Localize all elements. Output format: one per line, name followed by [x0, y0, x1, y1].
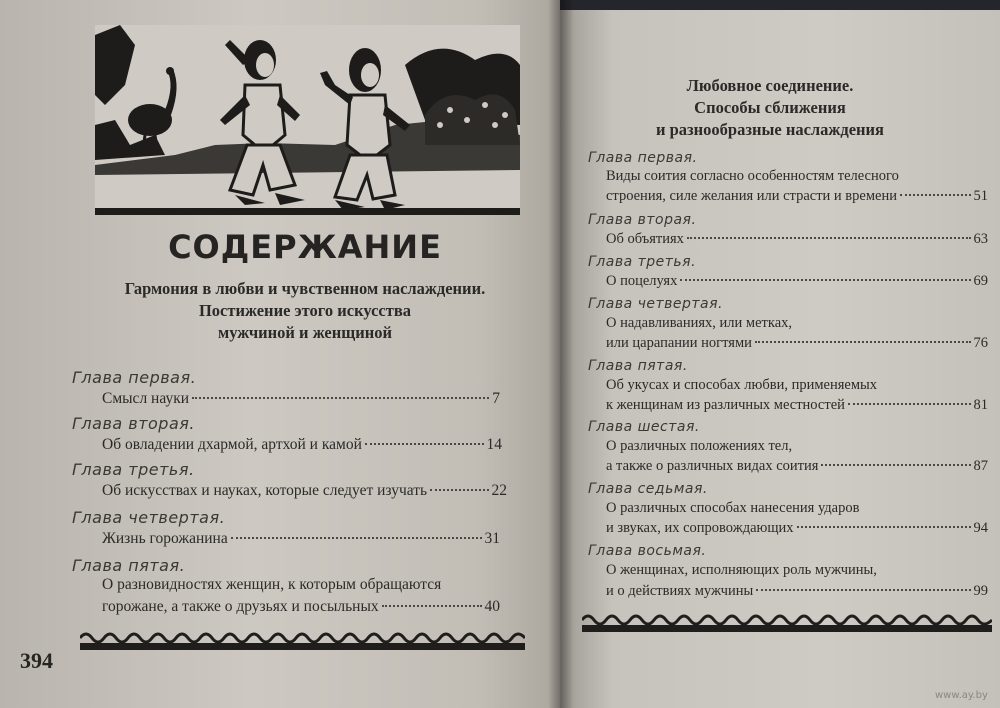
- chapter-label: Глава пятая.: [588, 358, 688, 374]
- page-ref: 40: [484, 598, 500, 615]
- page-ref: 22: [491, 482, 507, 499]
- chapter-label: Глава первая.: [72, 368, 197, 387]
- dot-leader: [687, 237, 971, 239]
- part-title-line: мужчиной и женщиной: [218, 323, 392, 342]
- part-title-line: Любовное соединение.: [686, 76, 854, 95]
- left-part-title: [70, 278, 540, 344]
- part-title-line: и разнообразные наслаждения: [655, 120, 884, 139]
- dot-leader: [680, 279, 970, 281]
- chapter-label: Глава первая.: [588, 150, 698, 166]
- toc-entry: [102, 436, 502, 454]
- page-number: 394: [20, 648, 53, 673]
- toc-entry: [606, 520, 988, 537]
- toc-entry: [606, 458, 988, 475]
- right-part-title: [560, 75, 980, 141]
- dot-leader: [900, 194, 971, 196]
- dot-leader: [430, 489, 488, 491]
- chapter-label: Глава вторая.: [588, 212, 697, 228]
- page-ref: 14: [486, 436, 502, 453]
- toc-entry: [606, 231, 988, 248]
- dot-leader: [382, 605, 482, 607]
- page-ref: 94: [973, 520, 988, 536]
- chapter-title: Смысл науки: [102, 390, 190, 407]
- part-title-line: Постижение этого искусства: [198, 301, 412, 320]
- dot-leader: [848, 403, 971, 405]
- page-ref: 7: [492, 390, 500, 407]
- chapter-title-line: О различных положениях тел,: [606, 438, 793, 454]
- dot-leader: [365, 443, 484, 445]
- chapter-title: О поцелуях: [606, 273, 678, 289]
- chapter-label: Глава вторая.: [72, 414, 195, 433]
- chapter-title-line: строения, силе желания или страсти и времени: [606, 188, 897, 204]
- page-ref: 76: [973, 335, 988, 351]
- chapter-title: Жизнь горожанина: [102, 530, 228, 547]
- chapter-title-line: а также о различных видах соития: [606, 458, 819, 474]
- contents-title: СОДЕРЖАНИЕ: [168, 228, 442, 266]
- chapter-title-line: О женщинах, исполняющих роль мужчины,: [606, 562, 877, 578]
- part-title-line: Способы сближения: [694, 98, 846, 117]
- dot-leader: [756, 589, 970, 591]
- dot-leader: [192, 397, 489, 399]
- chapter-label: Глава пятая.: [72, 556, 186, 575]
- chapter-title-line: О надавливаниях, или метках,: [606, 315, 793, 331]
- page-ref: 81: [973, 397, 988, 413]
- chapter-title: Об искусствах и науках, которые следует изучать: [102, 482, 428, 499]
- chapter-title-line: Об укусах и способах любви, применяемых: [606, 377, 878, 393]
- toc-entry: [606, 273, 988, 290]
- page-ref: 31: [484, 530, 500, 547]
- chapter-label: Глава третья.: [588, 254, 697, 270]
- chapter-label: Глава третья.: [72, 460, 195, 479]
- dot-leader: [797, 526, 971, 528]
- chapter-title-line: и звуках, их сопровождающих: [606, 520, 794, 536]
- chapter-title-line: О различных способах нанесения ударов: [606, 500, 860, 516]
- page-ref: 99: [973, 583, 988, 599]
- chapter-label: Глава шестая.: [588, 419, 700, 435]
- chapter-title: Об объятиях: [606, 231, 684, 247]
- watermark: www.ay.by: [935, 690, 988, 701]
- toc-entry: [102, 390, 500, 408]
- page-ref: 51: [973, 188, 988, 204]
- chapter-title-line: О разновидностях женщин, к которым обращаются: [102, 576, 442, 593]
- dot-leader: [755, 341, 971, 343]
- toc-entry: [606, 397, 988, 414]
- ornament-border: [80, 630, 525, 652]
- dot-leader: [231, 537, 482, 539]
- chapter-label: Глава четвертая.: [72, 508, 226, 527]
- chapter-title-line: к женщинам из различных местностей: [606, 397, 845, 413]
- dot-leader: [821, 464, 970, 466]
- chapter-title-line: горожане, а также о друзьях и посыльных: [102, 598, 379, 615]
- toc-entry: [102, 482, 507, 500]
- chapter-title-line: или царапании ногтями: [606, 335, 752, 351]
- chapter-title-line: и о действиях мужчины: [606, 583, 754, 599]
- part-title-line: Гармония в любви и чувственном наслаждении.: [124, 279, 486, 298]
- decorative-illustration: [95, 25, 520, 215]
- toc-entry: [606, 188, 988, 205]
- chapter-label: Глава четвертая.: [588, 296, 724, 312]
- toc-entry: [102, 530, 500, 548]
- chapter-label: Глава седьмая.: [588, 481, 708, 497]
- ornament-border: [582, 612, 992, 634]
- toc-entry: [606, 335, 988, 352]
- page-ref: 63: [973, 231, 988, 247]
- toc-entry: [102, 598, 500, 616]
- chapter-title: Об овладении дхармой, артхой и камой: [102, 436, 362, 453]
- chapter-title-line: Виды соития согласно особенностям телесного: [606, 168, 899, 184]
- page-ref: 87: [973, 458, 988, 474]
- toc-entry: [606, 583, 988, 600]
- chapter-label: Глава восьмая.: [588, 543, 707, 559]
- page-ref: 69: [973, 273, 988, 289]
